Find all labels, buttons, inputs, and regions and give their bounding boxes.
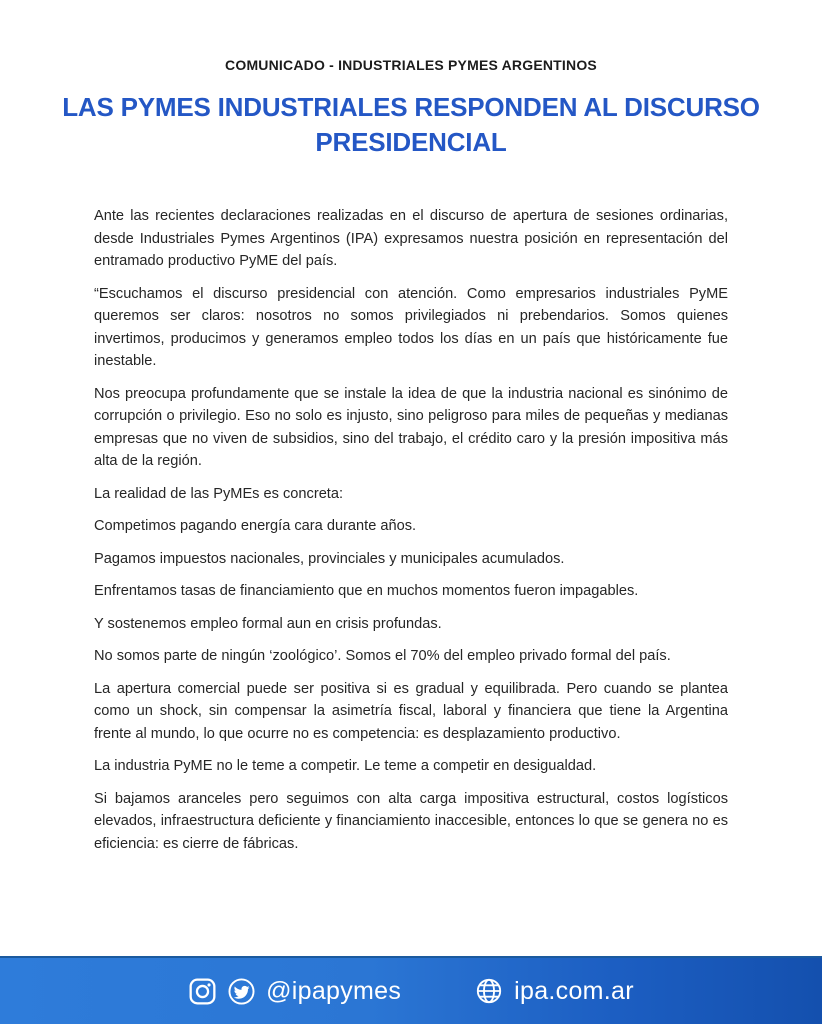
body-paragraph: La industria PyME no le teme a competir. Le teme a competir en desigualdad. [94, 758, 597, 774]
page-title [0, 90, 822, 160]
globe-icon [475, 977, 503, 1005]
page-title-line1: LAS PYMES INDUSTRIALES RESPONDEN AL DISCURSO [62, 92, 760, 122]
body-paragraph: Ante las recientes declaraciones realizadas en el discurso de apertura de sesiones ordinarias, desde Industriales Pymes Argentinos (IPA) expresamos nuestra posición en representación del entramado productivo PyME del país. [94, 208, 728, 269]
website-group [475, 977, 634, 1006]
body-paragraph: Competimos pagando energía cara durante años. [94, 518, 417, 534]
social-handle-group [188, 977, 401, 1006]
body-paragraph: No somos parte de ningún ‘zoológico’. Somos el 70% del empleo privado formal del país. [94, 648, 671, 664]
kicker-line: COMUNICADO - INDUSTRIALES PYMES ARGENTINOS [225, 57, 597, 73]
body-paragraph: La realidad de las PyMEs es concreta: [94, 485, 344, 502]
body-paragraph: “Escuchamos el discurso presidencial con atención. Como empresarios industriales PyME queremos ser claros: nosotros no somos privilegiados ni prebendarios. Somos quienes invertimos, producimos y generamos empleo todos los días en un país que históricamente fue inestable. [94, 285, 728, 369]
body-text-column [94, 205, 728, 855]
twitter-icon [228, 978, 255, 1005]
body-paragraph: Pagamos impuestos nacionales, provinciales y municipales acumulados. [94, 550, 565, 567]
footer-bar [0, 956, 822, 1024]
body-paragraph: Nos preocupa profundamente que se instale la idea de que la industria nacional es sinónimo de corrupción o privilegio. Eso no solo es injusto, sino peligroso para miles de pequeñas y medianas empresas que no viven de subsidios, sino del trabajo, el crédito caro y la presión impositiva más alta de la región. [94, 385, 728, 469]
social-handle: @ipapymes [266, 976, 402, 1005]
website-url: ipa.com.ar [514, 976, 634, 1005]
body-paragraph: Enfrentamos tasas de financiamiento que en muchos momentos fueron impagables. [94, 583, 639, 599]
body-paragraph: La apertura comercial puede ser positiva si es gradual y equilibrada. Pero cuando se plantea como un shock, sin compensar la asimetría fiscal, laboral y financiera que tiene la Argentina frente al mundo, lo que ocurre no es competencia: es desplazamiento productivo. [94, 680, 728, 742]
body-paragraph: Y sostenemos empleo formal aun en crisis profundas. [94, 615, 442, 632]
page-title-line2: PRESIDENCIAL [315, 127, 507, 157]
body-paragraph: Si bajamos aranceles pero seguimos con alta carga impositiva estructural, costos logísticos elevados, infraestructura deficiente y financiamiento inaccesible, entonces lo que se genera no es eficiencia: es cierre de fábricas. [94, 790, 728, 852]
instagram-icon [188, 977, 217, 1006]
